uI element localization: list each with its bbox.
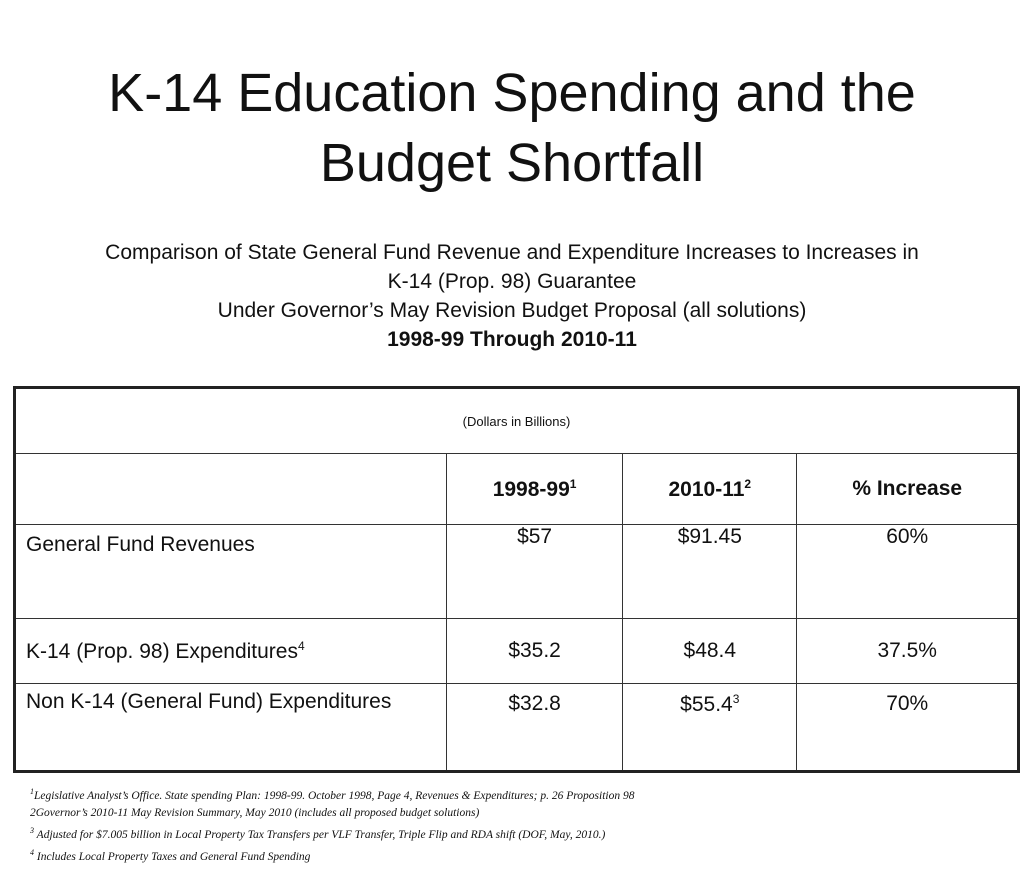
row-label: General Fund Revenues	[15, 525, 447, 619]
comparison-table	[13, 386, 1020, 773]
cell-2010-11: $55.4$^3$	[623, 684, 797, 772]
subtitle	[0, 238, 1024, 354]
cell-pct: 60%	[797, 525, 1019, 619]
header-pct-increase: % Increase	[797, 454, 1019, 525]
cell-1998-99: $57	[447, 525, 623, 619]
cell-2010-11: $48.4	[623, 619, 797, 684]
cell-1998-99: $35.2	[447, 619, 623, 684]
units-row	[15, 388, 1019, 454]
footnotes	[30, 783, 990, 865]
title-line-1: K-14 Education Spending and the	[108, 63, 916, 123]
header-2010-11: $2010-11^2$	[623, 454, 797, 525]
units-label: (Dollars in Billions)	[15, 388, 1019, 454]
subtitle-line-1: Comparison of State General Fund Revenue and Expenditure Increases to Increases in	[105, 241, 919, 264]
table-row	[15, 684, 1019, 772]
footnote-4: $^4$ Includes Local Property Taxes and General Fund Spending	[30, 847, 311, 863]
header-row	[15, 454, 1019, 525]
footnote-3: $^3$ Adjusted for $7.005 billion in Local Property Tax Transfers per VLF Transfer, Triple Flip and RDA shift (DOF, May, 2010.)	[30, 825, 606, 841]
footnote-2: 2Governor’s 2010-11 May Revision Summary, May 2010 (includes all proposed budget solutions)	[30, 806, 480, 819]
cell-pct: 70%	[797, 684, 1019, 772]
row-label: Non K-14 (General Fund) Expenditures	[15, 684, 447, 772]
footnote-1: $^1$Legislative Analyst’s Office. State spending Plan: 1998-99. October 1998, Page 4, Revenues & Expenditures; p. 26 Proposition 98	[30, 787, 635, 802]
cell-pct: 37.5%	[797, 619, 1019, 684]
title-line-2: Budget Shortfall	[319, 133, 705, 193]
subtitle-line-3: Under Governor’s May Revision Budget Proposal (all solutions)	[217, 299, 807, 322]
header-1998-99: $1998-99^1$	[447, 454, 623, 525]
cell-1998-99: $32.8	[447, 684, 623, 772]
header-blank	[15, 454, 447, 525]
page-title	[0, 58, 1024, 198]
subtitle-line-2: K-14 (Prop. 98) Guarantee	[387, 270, 637, 293]
table-row	[15, 525, 1019, 619]
table-row	[15, 619, 1019, 684]
cell-2010-11: $91.45	[623, 525, 797, 619]
row-label: K-14 (Prop. 98) Expenditures$^4$	[15, 619, 447, 684]
subtitle-line-4: 1998-99 Through 2010-11	[387, 328, 637, 351]
